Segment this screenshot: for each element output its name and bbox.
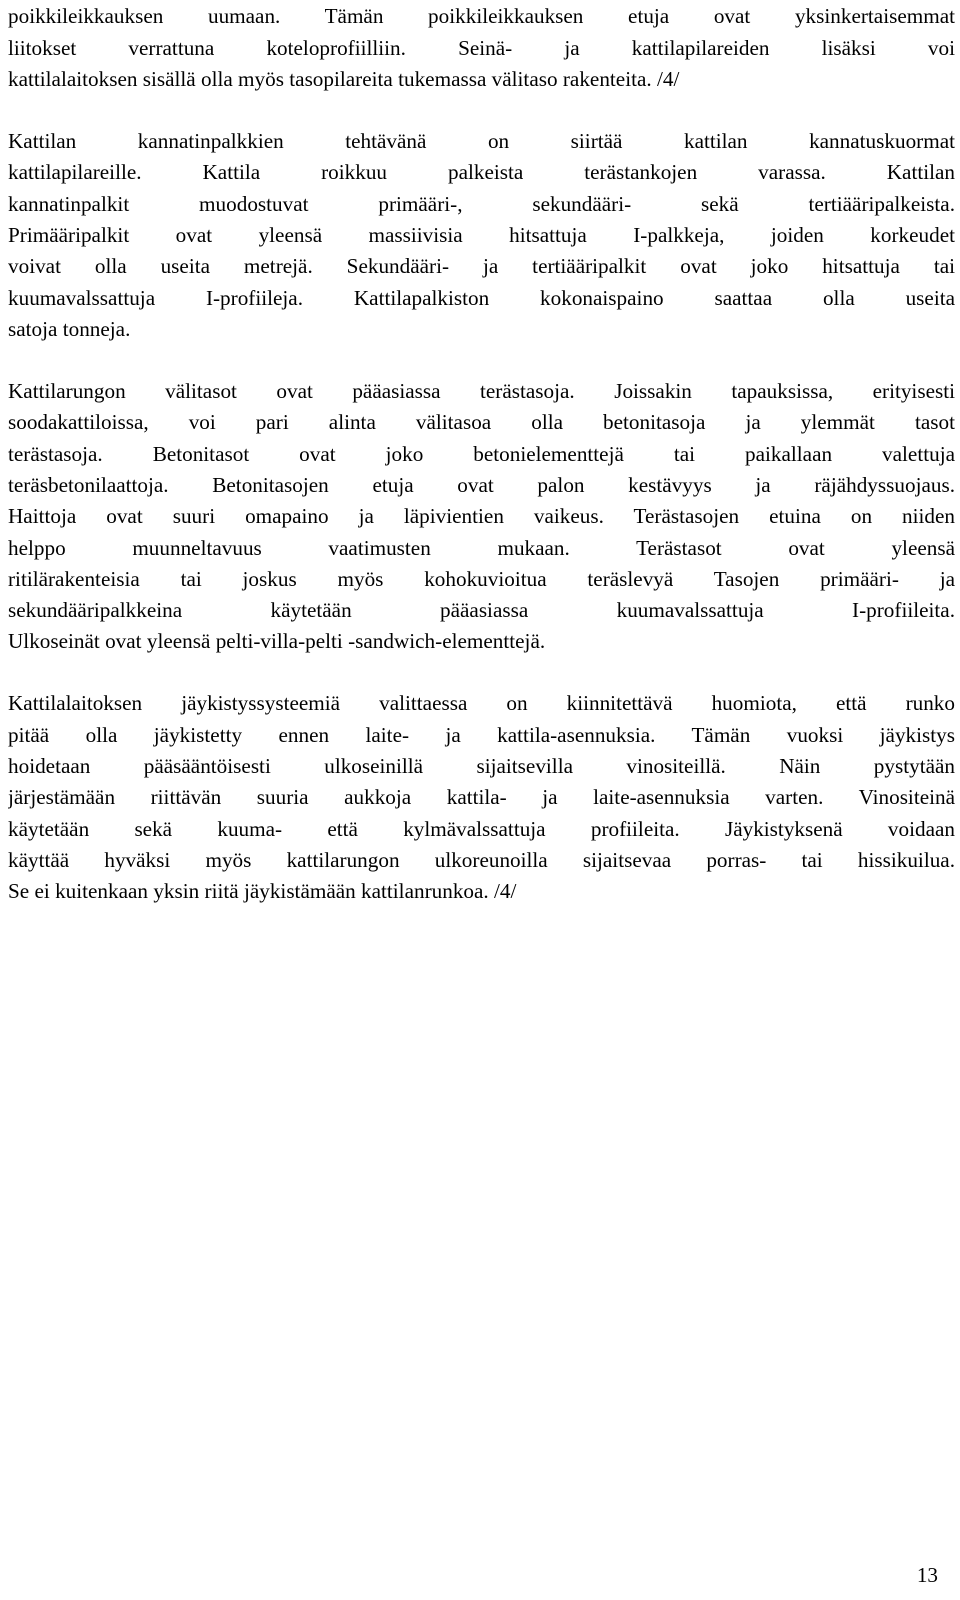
text-line: Kattilan kannatinpalkkien tehtävänä on siirtää kattilan kannatuskuormat bbox=[8, 129, 955, 153]
text-line: ritilärakenteisia tai joskus myös kohokuvioitua teräslevyä Tasojen primääri- ja bbox=[8, 567, 955, 591]
text-line: Se ei kuitenkaan yksin riitä jäykistämään kattilanrunkoa. /4/ bbox=[8, 879, 517, 903]
text-line: soodakattiloissa, voi pari alinta välitasoa olla betonitasoja ja ylemmät tasot bbox=[8, 410, 955, 434]
text-line: Haittoja ovat suuri omapaino ja läpivientien vaikeus. Terästasojen etuina on niiden bbox=[8, 504, 955, 528]
text-line: Kattilalaitoksen jäykistyssysteemiä valittaessa on kiinnitettävä huomiota, että runko bbox=[8, 691, 955, 715]
text-line: Kattilarungon välitasot ovat pääasiassa terästasoja. Joissakin tapauksissa, erityisesti bbox=[8, 379, 955, 403]
text-line: teräsbetonilaattoja. Betonitasojen etuja ovat palon kestävyys ja räjähdyssuojaus. bbox=[8, 473, 955, 497]
text-line: käytetään sekä kuuma- että kylmävalssattuja profiileita. Jäykistyksenä voidaan bbox=[8, 817, 955, 841]
text-line: järjestämään riittävän suuria aukkoja kattila- ja laite-asennuksia varten. Vinositeinä bbox=[8, 785, 955, 809]
text-line: kattilapilareille. Kattila roikkuu palkeista terästankojen varassa. Kattilan bbox=[8, 160, 955, 184]
text-line: kuumavalssattuja I-profiileja. Kattilapalkiston kokonaispaino saattaa olla useita bbox=[8, 286, 955, 310]
text-line: satoja tonneja. bbox=[8, 317, 131, 341]
text-line: pitää olla jäykistetty ennen laite- ja kattila-asennuksia. Tämän vuoksi jäykistys bbox=[8, 723, 955, 747]
text-line: voivat olla useita metrejä. Sekundääri- ja tertiääripalkit ovat joko hitsattuja tai bbox=[8, 254, 955, 278]
text-line: Primääripalkit ovat yleensä massiivisia hitsattuja I-palkkeja, joiden korkeudet bbox=[8, 223, 955, 247]
text-line: Ulkoseinät ovat yleensä pelti-villa-pelti -sandwich-elementtejä. bbox=[8, 629, 546, 653]
text-line: liitokset verrattuna koteloprofiilliin. Seinä- ja kattilapilareiden lisäksi voi bbox=[8, 36, 955, 60]
text-line: sekundääripalkkeina käytetään pääasiassa kuumavalssattuja I-profiileita. bbox=[8, 598, 955, 622]
text-line: kattilalaitoksen sisällä olla myös tasopilareita tukemassa välitaso rakenteita. /4/ bbox=[8, 67, 680, 91]
text-line: terästasoja. Betonitasot ovat joko betonielementtejä tai paikallaan valettuja bbox=[8, 442, 955, 466]
text-line: käyttää hyväksi myös kattilarungon ulkoreunoilla sijaitsevaa porras- tai hissikuilua. bbox=[8, 848, 955, 872]
page-number: 13 bbox=[916, 1563, 938, 1587]
text-line: helppo muunneltavuus vaatimusten mukaan. Terästasot ovat yleensä bbox=[8, 536, 955, 560]
text-line: poikkileikkauksen uumaan. Tämän poikkileikkauksen etuja ovat yksinkertaisemmat bbox=[8, 4, 955, 28]
text-line: hoidetaan pääsääntöisesti ulkoseinillä sijaitsevilla vinositeillä. Näin pystytään bbox=[8, 754, 955, 778]
text-line: kannatinpalkit muodostuvat primääri-, sekundääri- sekä tertiääripalkeista. bbox=[8, 192, 955, 216]
